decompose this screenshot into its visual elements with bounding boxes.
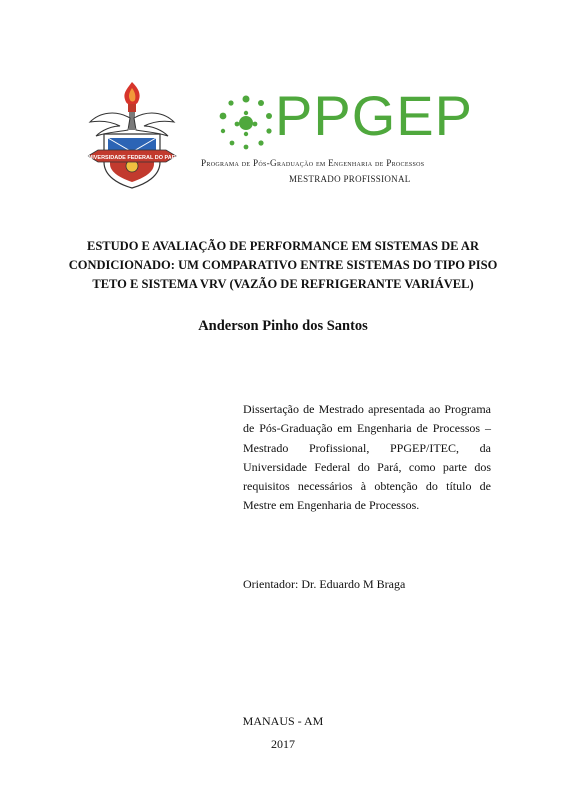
- year: 2017: [271, 737, 295, 751]
- program-acronym: PPGEP: [275, 84, 473, 147]
- program-course: MESTRADO PROFISSIONAL: [289, 174, 411, 184]
- svg-text:UNIVERSIDADE FEDERAL DO PARÁ: UNIVERSIDADE FEDERAL DO PARÁ: [86, 155, 178, 161]
- program-name: Programa de Pós-Graduação em Engenharia de Processos: [201, 158, 425, 168]
- city-state: MANAUS - AM: [242, 714, 324, 728]
- university-seal-logo: [86, 80, 178, 192]
- gear-dots-icon: [217, 94, 275, 152]
- dissertation-description: Dissertação de Mestrado apresentada ao Programa de Pós-Graduação em Engenharia de Processos – Mestrado Profissional, PPGEP/ITEC, da Universidade Federal do Pará, como parte dos requisitos necessários à obtenção do título de Mestre em Engenharia de Processos.: [243, 402, 491, 513]
- author-name: Anderson Pinho dos Santos: [198, 318, 368, 334]
- program-logo: [201, 84, 485, 188]
- dissertation-title: ESTUDO E AVALIAÇÃO DE PERFORMANCE EM SISTEMAS DE AR CONDICIONADO: UM COMPARATIVO ENTRE SISTEMAS DO TIPO PISO TETO E SISTEMA VRV (VAZÃO DE REFRIGERANTE VARIÁVEL): [68, 239, 498, 291]
- advisor-line: Orientador: Dr. Eduardo M Braga: [243, 577, 406, 591]
- seal-emblem-icon: [86, 80, 178, 192]
